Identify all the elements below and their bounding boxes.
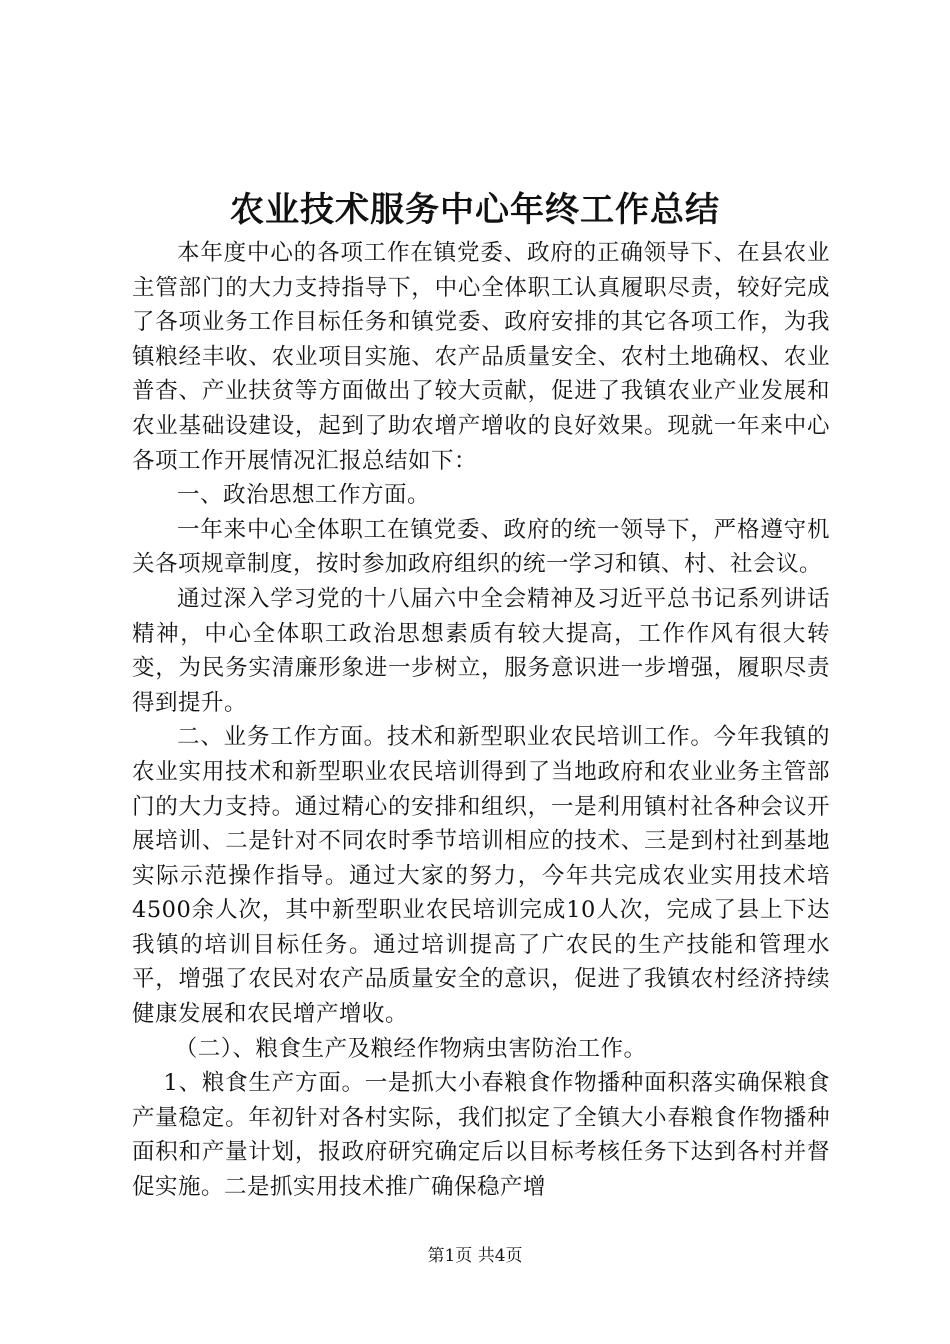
paragraph-intro: 本年度中心的各项工作在镇党委、政府的正确领导下、在县农业主管部门的大力支持指导下，中心全体职工认真履职尽责，较好完成了各项业务工作目标任务和镇党委、政府安排的其它各项工作，为我镇粮经丰收、农业项目实施、农产品质量安全、农村土地确权、农业普杳、产业扶贫等方面做出了较大贡献，促进了我镇农业产业发展和农业基础设建设，起到了助农增产增收的良好效果。现就一年来中心各项工作开展情况汇报总结如下： [132, 240, 830, 474]
page-footer: 第1页 共4页 [427, 1246, 523, 1266]
paragraph-section-2: 二、业务工作方面。技术和新型职业农民培训工作。今年我镇的农业实用技术和新型职业农民培训得到了当地政府和农业业务主管部门的大力支持。通过精心的安排和组织，一是利用镇村社各种会议开展培训、二是针对不同农时季节培训相应的技术、三是到村社到基地实际示范操作指导。通过大家的努力，今年共完成农业实用技术培4500余人次，其中新型职业农民培训完成10人次，完成了县上下达我镇的培训目标任务。通过培训提高了广农民的生产技能和管理水平，增强了农民对农产品质量安全的意识，促进了我镇农村经济持续健康发展和农民增产增收。 [132, 724, 830, 1028]
paragraph-grain-production: 1、粮食生产方面。一是抓大小春粮食作物播种面积落实确保粮食产量稳定。年初针对各村实际，我们拟定了全镇大小春粮食作物播种面积和产量计划，报政府研究确定后以目标考核任务下达到各村并督促实施。二是抓实用技术推广确保稳产增 [132, 1070, 830, 1201]
document-title: 农业技术服务中心年终工作总结 [230, 190, 720, 230]
paragraph-section-1-a: 一年来中心全体职工在镇党委、政府的统一领导下，严格遵守机关各项规章制度，按时参加政府组织的统一学习和镇、村、社会议。 [132, 516, 830, 578]
paragraph-section-1-heading: 一、政治思想工作方面。 [177, 482, 431, 509]
paragraph-section-1-b: 通过深入学习党的十八届六中全会精神及习近平总书记系列讲话精神，中心全体职工政治思想素质有较大提高，工作作风有很大转变，为民务实清廉形象进一步树立，服务意识进一步增强，履职尽责得到提升。 [132, 585, 830, 716]
paragraph-subsection-2-heading: （二）、粮食生产及粮经作物病虫害防治工作。 [174, 1035, 647, 1062]
document-body [132, 236, 830, 1205]
